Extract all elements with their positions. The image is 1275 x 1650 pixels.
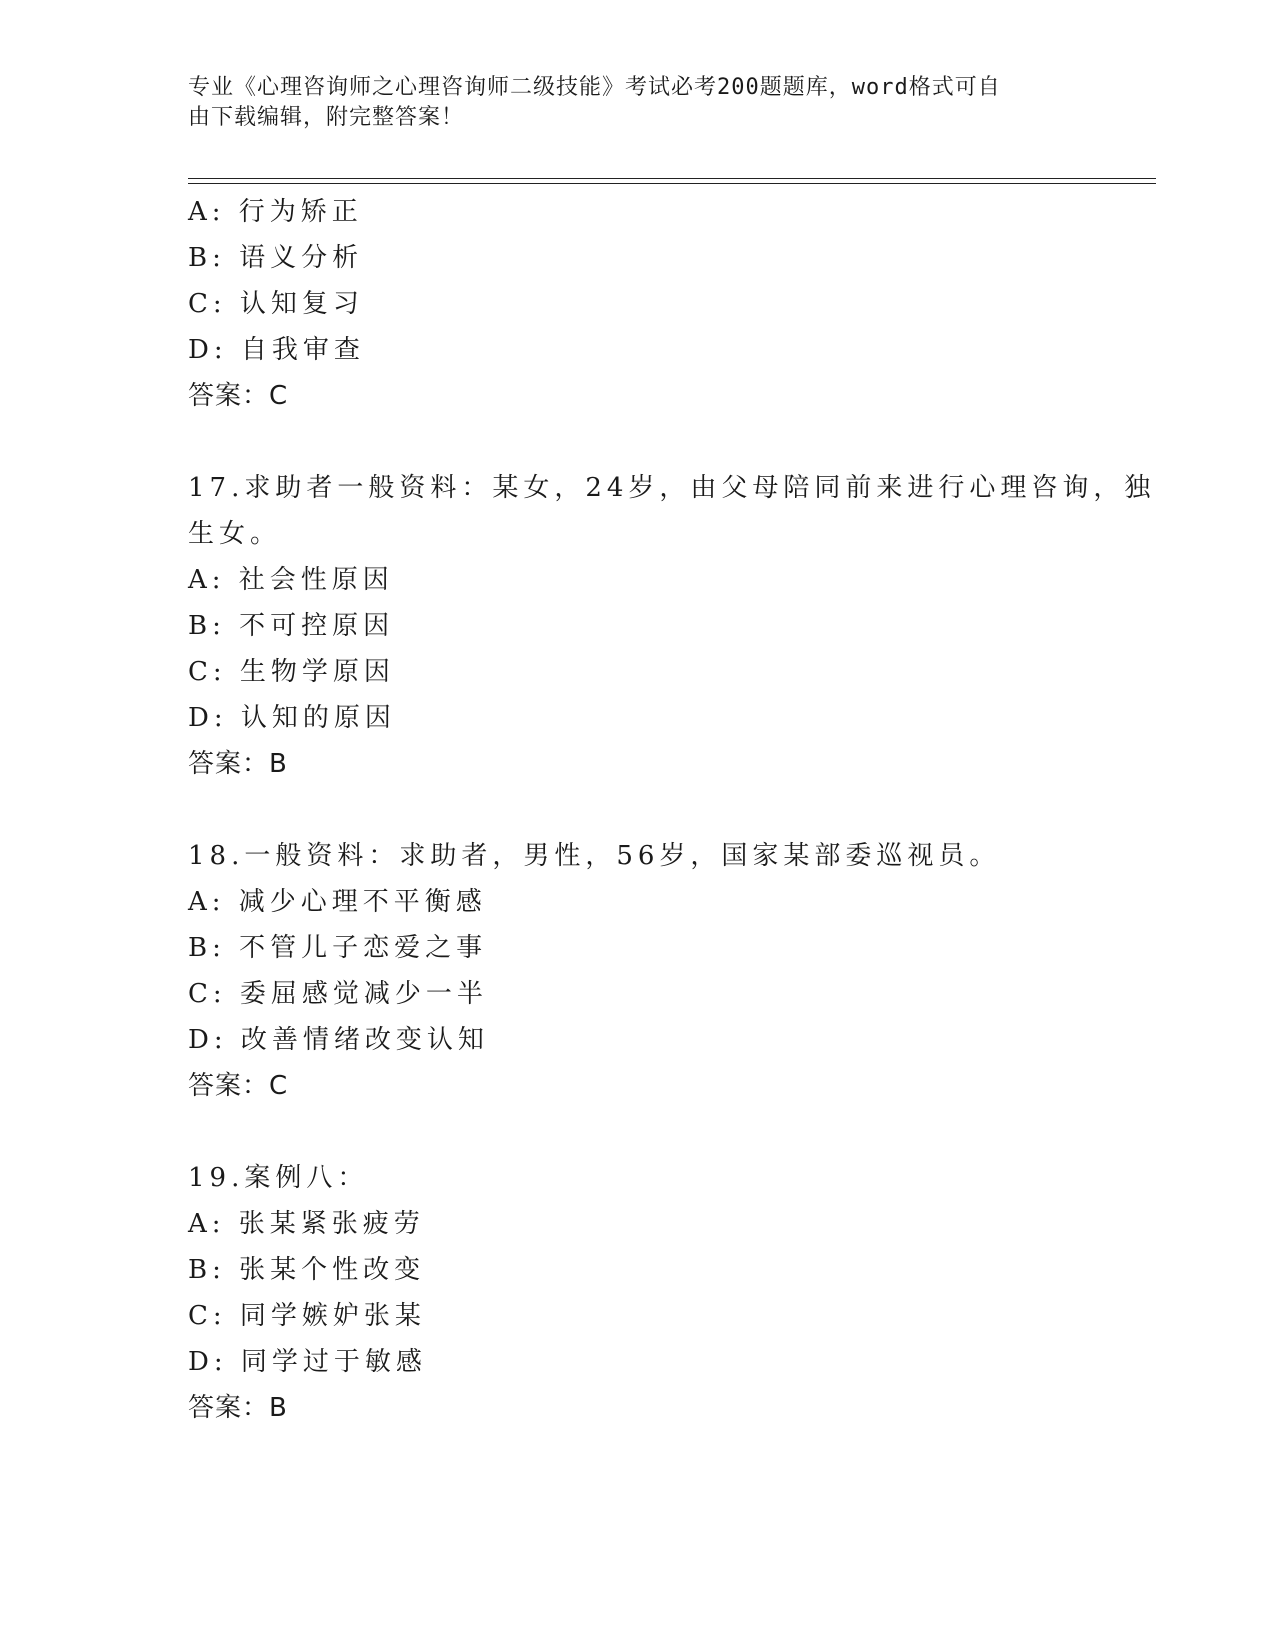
option-a: A: 社会性原因 [188,565,394,595]
option-b: B: 不可控原因 [188,611,395,641]
question-stem-continued: 生女。 [188,519,282,549]
question-16 [188,189,1088,419]
option-c: C: 认知复习 [188,289,364,319]
question-list [188,189,1156,1431]
question-stem: 18.一般资料：求助者，男性，56岁，国家某部委巡视员。 [188,841,1001,871]
option-b: B: 不管儿子恋爱之事 [188,933,488,963]
answer-line: 答案：C [188,1071,289,1101]
answer-line: 答案：B [188,1393,288,1423]
spacer [188,419,1088,465]
option-c: C: 生物学原因 [188,657,395,687]
header-rule-top [188,178,1156,179]
option-b: B: 语义分析 [188,243,364,273]
question-18 [188,833,1088,1109]
spacer [188,787,1088,833]
header-line-1: 专业《心理咨询师之心理咨询师二级技能》考试必考200题题库，word格式可自 [188,75,1001,100]
question-stem: 19.案例八： [188,1163,369,1193]
option-d: D: 改善情绪改变认知 [188,1025,489,1055]
header-rule-bottom [188,183,1156,184]
document-header [188,73,1068,133]
header-line-2: 由下载编辑，附完整答案！ [188,105,465,130]
option-a: A: 张某紧张疲劳 [188,1209,425,1239]
question-19 [188,1155,1088,1431]
option-c: C: 同学嫉妒张某 [188,1301,426,1331]
option-d: D: 自我审查 [188,335,365,365]
answer-line: 答案：B [188,749,288,779]
option-b: B: 张某个性改变 [188,1255,426,1285]
answer-line: 答案：C [188,381,289,411]
question-17 [188,465,1156,787]
option-c: C: 委屈感觉减少一半 [188,979,488,1009]
option-a: A: 减少心理不平衡感 [188,887,487,917]
option-d: D: 认知的原因 [188,703,396,733]
option-a: A: 行为矫正 [188,197,363,227]
question-stem: 17.求助者一般资料：某女，24岁，由父母陪同前来进行心理咨询，独 [188,473,1156,503]
option-d: D: 同学过于敏感 [188,1347,427,1377]
spacer [188,1109,1088,1155]
